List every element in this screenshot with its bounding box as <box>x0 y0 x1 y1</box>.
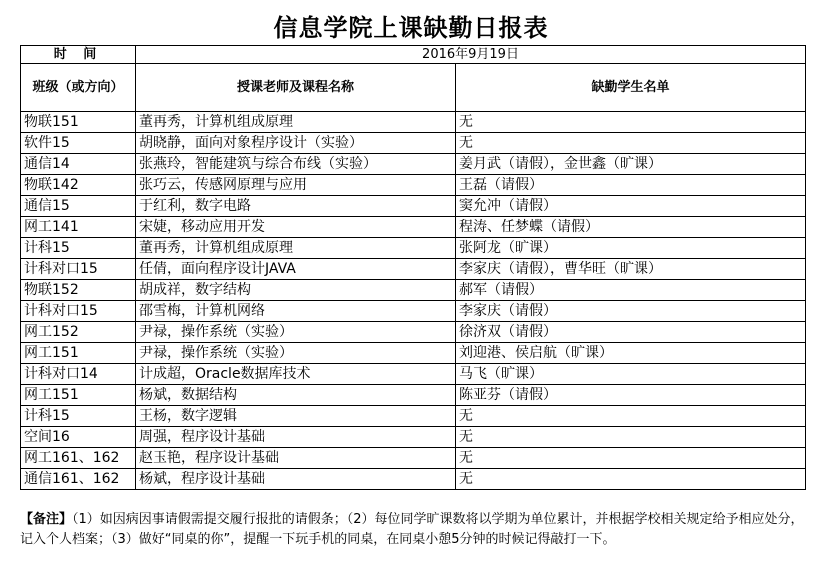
cell-class: 空间16 <box>21 427 136 448</box>
cell-class: 计科15 <box>21 238 136 259</box>
table-row <box>21 175 806 196</box>
header-absent: 缺勤学生名单 <box>456 64 806 112</box>
cell-teacher-course: 杨斌，程序设计基础 <box>136 469 456 490</box>
table-row <box>21 364 806 385</box>
remarks <box>20 510 805 550</box>
cell-absent: 无 <box>456 112 806 133</box>
cell-absent: 无 <box>456 448 806 469</box>
table-row <box>21 385 806 406</box>
cell-teacher-course: 尹禄，操作系统（实验） <box>136 322 456 343</box>
cell-teacher-course: 尹禄，操作系统（实验） <box>136 343 456 364</box>
cell-teacher-course: 计成超，Oracle数据库技术 <box>136 364 456 385</box>
table-row <box>21 196 806 217</box>
header-teacher-course: 授课老师及课程名称 <box>136 64 456 112</box>
table-row <box>21 112 806 133</box>
table-row <box>21 217 806 238</box>
cell-teacher-course: 邵雪梅，计算机网络 <box>136 301 456 322</box>
time-label: 时 间 <box>21 46 136 64</box>
header-class: 班级（或方向） <box>21 64 136 112</box>
cell-teacher-course: 董再秀，计算机组成原理 <box>136 112 456 133</box>
cell-class: 物联151 <box>21 112 136 133</box>
table-row <box>21 427 806 448</box>
cell-teacher-course: 周强，程序设计基础 <box>136 427 456 448</box>
cell-absent: 郝军（请假） <box>456 280 806 301</box>
cell-class: 网工151 <box>21 343 136 364</box>
cell-class: 网工141 <box>21 217 136 238</box>
cell-class: 网工152 <box>21 322 136 343</box>
cell-teacher-course: 张巧云，传感网原理与应用 <box>136 175 456 196</box>
table-row <box>21 301 806 322</box>
cell-absent: 无 <box>456 427 806 448</box>
cell-class: 网工151 <box>21 385 136 406</box>
time-row <box>21 46 806 64</box>
header-row <box>21 64 806 112</box>
cell-class: 计科对口15 <box>21 301 136 322</box>
cell-absent: 无 <box>456 133 806 154</box>
cell-class: 通信14 <box>21 154 136 175</box>
table-row <box>21 448 806 469</box>
cell-absent: 姜月武（请假），金世鑫（旷课） <box>456 154 806 175</box>
cell-teacher-course: 胡晓静，面向对象程序设计（实验） <box>136 133 456 154</box>
cell-class: 通信15 <box>21 196 136 217</box>
cell-class: 计科15 <box>21 406 136 427</box>
cell-absent: 无 <box>456 406 806 427</box>
table-row <box>21 343 806 364</box>
cell-teacher-course: 杨斌，数据结构 <box>136 385 456 406</box>
remarks-label: 【备注】 <box>20 512 73 527</box>
cell-absent: 王磊（请假） <box>456 175 806 196</box>
cell-absent: 无 <box>456 469 806 490</box>
cell-teacher-course: 胡成祥，数字结构 <box>136 280 456 301</box>
cell-absent: 陈亚芬（请假） <box>456 385 806 406</box>
cell-absent: 李家庆（请假），曹华旺（旷课） <box>456 259 806 280</box>
cell-class: 网工161、162 <box>21 448 136 469</box>
cell-absent: 徐济双（请假） <box>456 322 806 343</box>
cell-absent: 李家庆（请假） <box>456 301 806 322</box>
cell-class: 物联142 <box>21 175 136 196</box>
cell-teacher-course: 赵玉艳，程序设计基础 <box>136 448 456 469</box>
cell-class: 软件15 <box>21 133 136 154</box>
cell-teacher-course: 宋婕，移动应用开发 <box>136 217 456 238</box>
cell-teacher-course: 王杨，数字逻辑 <box>136 406 456 427</box>
cell-teacher-course: 董再秀，计算机组成原理 <box>136 238 456 259</box>
table-row <box>21 238 806 259</box>
absence-table <box>20 45 806 490</box>
cell-absent: 马飞（旷课） <box>456 364 806 385</box>
table-row <box>21 133 806 154</box>
table-row <box>21 259 806 280</box>
cell-absent: 程涛、任梦蝶（请假） <box>456 217 806 238</box>
cell-class: 计科对口14 <box>21 364 136 385</box>
cell-absent: 刘迎港、侯启航（旷课） <box>456 343 806 364</box>
table-row <box>21 322 806 343</box>
report-date: 2016年9月19日 <box>136 46 806 64</box>
cell-absent: 张阿龙（旷课） <box>456 238 806 259</box>
table-row <box>21 154 806 175</box>
cell-teacher-course: 任倩，面向程序设计JAVA <box>136 259 456 280</box>
table-row <box>21 469 806 490</box>
remarks-text: （1）如因病因事请假需提交履行报批的请假条；（2）每位同学旷课数将以学期为单位累计，并根据学校相关规定给予相应处分，记入个人档案；（3）做好“同桌的你”，提醒一下玩手机的同桌，在同桌小憩5分钟的时候记得敲打一下。 <box>20 512 804 547</box>
cell-teacher-course: 张燕玲，智能建筑与综合布线（实验） <box>136 154 456 175</box>
cell-absent: 窦允冲（请假） <box>456 196 806 217</box>
table-row <box>21 406 806 427</box>
cell-teacher-course: 于红利，数字电路 <box>136 196 456 217</box>
cell-class: 计科对口15 <box>21 259 136 280</box>
page-title: 信息学院上课缺勤日报表 <box>273 14 549 42</box>
cell-class: 通信161、162 <box>21 469 136 490</box>
table-row <box>21 280 806 301</box>
cell-class: 物联152 <box>21 280 136 301</box>
